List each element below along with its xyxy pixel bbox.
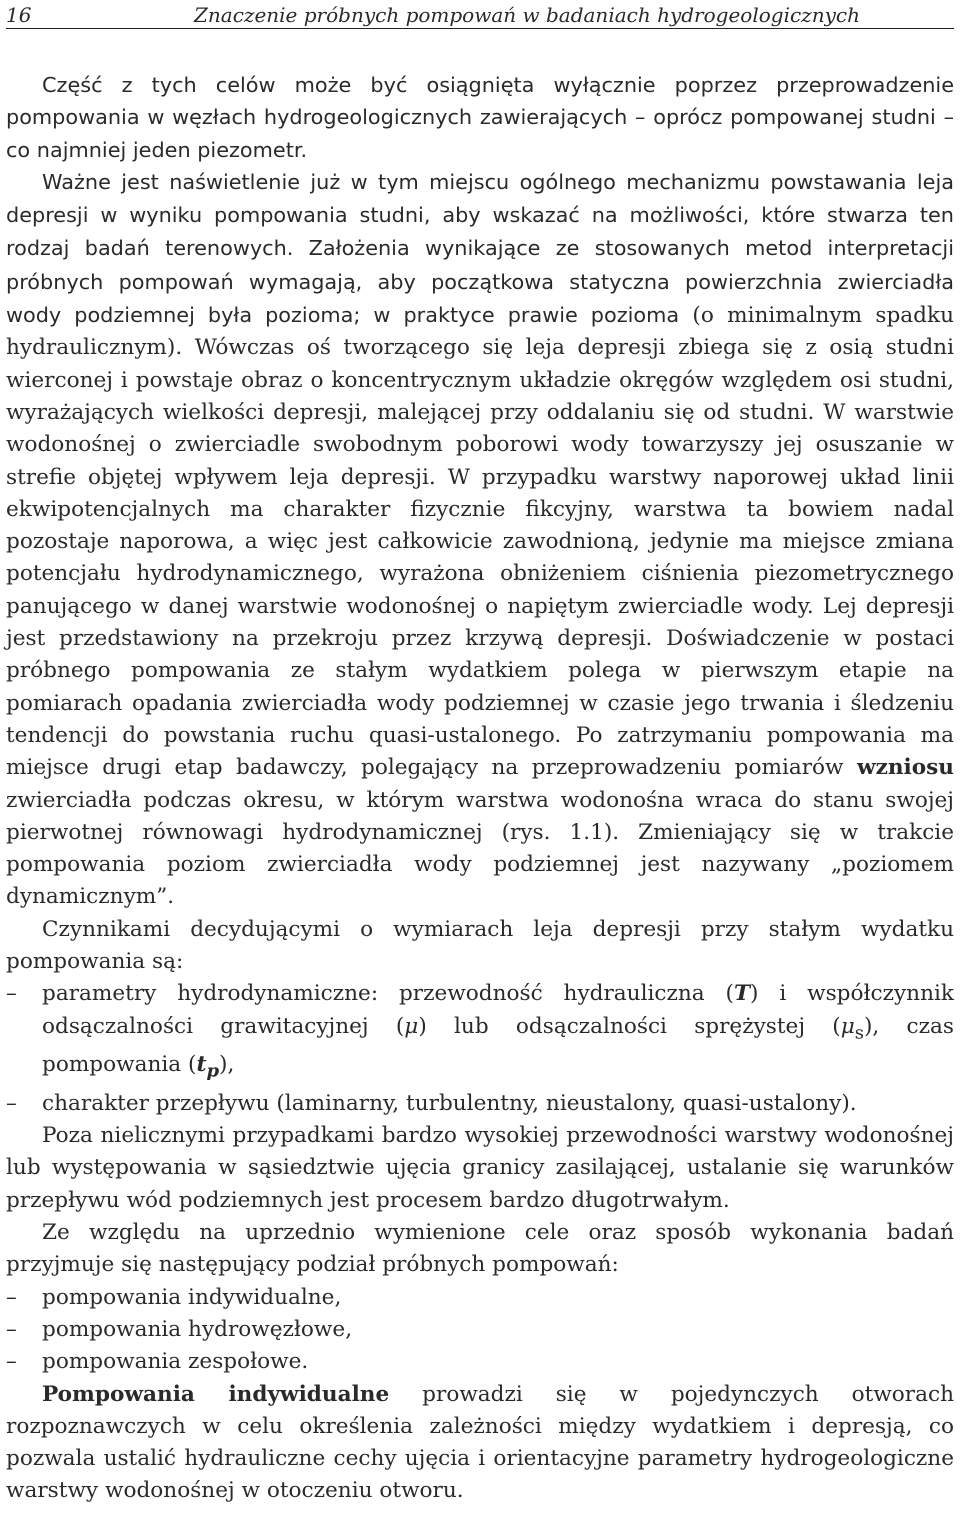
dash-bullet: – [6, 1316, 17, 1342]
running-title: Znaczenie próbnych pompowań w badaniach hydrogeologicznych [194, 3, 860, 27]
page-number: 16 [6, 3, 32, 27]
list-item: – pompowania hydrowęzłowe, [6, 1314, 954, 1346]
paragraph-1: Część z tych celów może być osiągnięta wyłącznie poprzez przeprowadzenie pompowania w węzłach hydrogeologicznych zawierających – oprócz pompowanej studni – co najmniej jeden piezometr. [6, 73, 954, 162]
paragraph-2-part-b: zwierciadła podczas okresu, w którym warstwa wodonośna wraca do stanu swojej pierwotnej równowagi hydrodynamicznej (rys. 1.1). Zmieniający się w trakcie pompowania poziom zwierciadła wody podziemnej jest nazywany „poziomem dynamicznym”. [6, 787, 954, 910]
paragraph-2-sans-part: Ważne jest naświetlenie już w tym miejscu ogólnego mechanizmu powstawania leja depresji w wyniku pompowania studni, aby wskazać na możliwości, które stwarza ten rodzaj badań terenowych. Założenia wynikające ze stosowanych metod interpretacji próbnych pompowań wymagają, aby początkowa statyczna powierzchnia zwierciadła wody podziemnej była pozioma; w praktyce prawie pozioma [6, 169, 954, 328]
paragraph-6-bold-term: Pompowania indywidualne [42, 1381, 390, 1407]
dash-bullet: – [6, 1349, 17, 1375]
paragraph-2-part-a: (o minimalnym spadku hydraulicznym). Wówczas oś tworzącego się leja depresji zbiega się z osią studni wierconej i powstaje obraz o koncentrycznym układzie okręgów względem osi studni, wyrażających wielkości depresji, malejącej przy oddalaniu się od studni. W warstwie wodonośnej o zwierciadle swobodnym poborowi wody towarzyszy jej osuszanie w strefie objętej wpływem leja depresji. W przypadku warstwy naporowej układ linii ekwipotencjalnych ma charakter fizycznie fikcyjny, warstwa ta bowiem nadal pozostaje naporowa, a więc jest całkowicie zawodnioną, jedynie ma miejsce zmiana potencjału hydrodynamicznego, wyrażona obniżeniem ciśnienia piezometrycznego panującego w danej warstwie wodonośnej o napiętym zwierciadle wody. Lej depresji jest przedstawiony na przekroju przez krzywą depresji. Doświadczenie w postaci próbnego pompowania ze stałym wydatkiem polega w pierwszym etapie na pomiarach opadania zwierciadła wody podziemnej w czasie jego trwania i śledzeniu tendencji do powstania ruchu quasi-ustalonego. Po zatrzymaniu pompowania ma miejsce drugi etap badawczy, polegający na przeprowadzeniu pomiarów [6, 303, 954, 781]
paragraph-2-bold-term: wzniosu [856, 755, 954, 781]
symbol-t-p: t [196, 1052, 207, 1078]
list-item: – pompowania zespołowe. [6, 1346, 954, 1378]
paragraph-5: Ze względu na uprzednio wymienione cele oraz sposób wykonania badań przyjmuje się następujący podział próbnych pompowań: [6, 1220, 954, 1278]
pumping-types-list [6, 1282, 954, 1379]
list-item: – pompowania indywidualne, [6, 1282, 954, 1314]
list-item: – charakter przepływu (laminarny, turbulentny, nieustalony, quasi-ustalony). [6, 1088, 954, 1120]
list-item: – parametry hydrodynamiczne: przewodność hydrauliczna (T) i współczynnik odsączalności grawitacyjnej (μ) lub odsączalności sprężystej $(\mu_s)$, czas pompowania $(t_p)$, [6, 978, 954, 1088]
factors-list [6, 978, 954, 1120]
paragraph-4: Poza nielicznymi przypadkami bardzo wysokiej przewodności warstwy wodonośnej lub występowania w sąsiedztwie ujęcia granicy zasilającej, ustalanie się warunków przepływu wód podziemnych jest procesem bardzo długotrwałym. [6, 1123, 954, 1213]
paragraph-2 [6, 166, 954, 914]
paragraph-3: Czynnikami decydującymi o wymiarach leja depresji przy stałym wydatku pompowania są: [6, 916, 954, 975]
dash-bullet: – [6, 1284, 17, 1310]
dash-bullet: – [6, 981, 17, 1007]
dash-bullet: – [6, 1090, 17, 1116]
symbol-mu-s: μ [840, 1013, 855, 1039]
paragraph-6: Pompowania indywidualne prowadzi się w pojedynczych otworach rozpoznawczych w celu określenia zależności między wydatkiem i depresją, co pozwala ustalić hydrauliczne cechy ujęcia i orientacyjne parametry hydrogeologiczne warstwy wodonośnej w otoczeniu otworu. [6, 1381, 954, 1504]
symbol-mu: μ [404, 1013, 419, 1039]
symbol-T: T [733, 981, 751, 1007]
page-header [6, 0, 954, 29]
